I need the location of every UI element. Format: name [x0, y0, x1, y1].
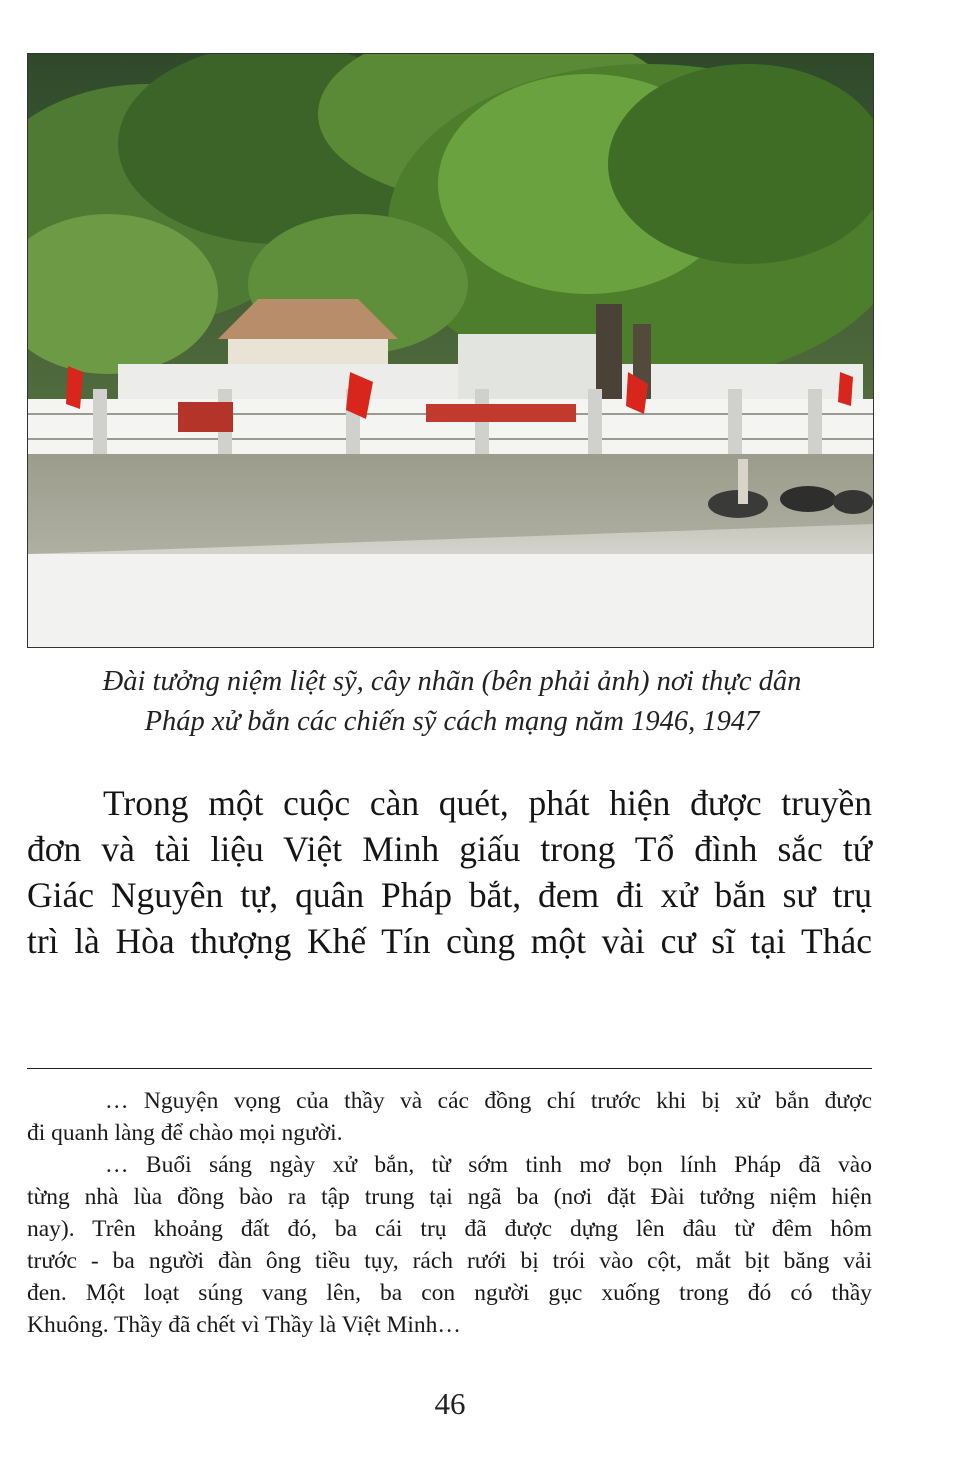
photo-caption: [27, 662, 877, 742]
footnote-line: trước - ba người đàn ông tiều tụy, rách rưới bị trói vào cột, mắt bịt băng vải: [27, 1248, 872, 1274]
footnote-line: nay). Trên khoảng đất đó, ba cái trụ đã được dựng lên đâu từ đêm hôm: [27, 1216, 872, 1242]
footnote-line: đi quanh làng để chào mọi người.: [27, 1120, 343, 1146]
footnote-line: đen. Một loạt súng vang lên, ba con người gục xuống trong đó có thầy: [27, 1280, 872, 1306]
footnote-line: Khuông. Thầy đã chết vì Thầy là Việt Minh…: [27, 1312, 461, 1338]
page-number: 46: [434, 1386, 466, 1421]
body-line: Trong một cuộc càn quét, phát hiện được truyền: [103, 783, 872, 823]
footnote: [27, 1085, 872, 1341]
caption-line: Pháp xử bắn các chiến sỹ cách mạng năm 1946, 1947: [144, 706, 760, 737]
photo-illustration-icon: [28, 54, 873, 647]
footnote-line: từng nhà lùa đồng bào ra tập trung tại ngã ba (nơi đặt Đài tưởng niệm hiện: [27, 1184, 872, 1210]
body-paragraph: [27, 780, 872, 964]
memorial-photo: [27, 53, 874, 648]
body-line: Giác Nguyên tự, quân Pháp bắt, đem đi xử bắn sư trụ: [27, 875, 872, 915]
body-line: trì là Hòa thượng Khế Tín cùng một vài cư sĩ tại Thác: [27, 921, 872, 961]
caption-line: Đài tưởng niệm liệt sỹ, cây nhãn (bên phải ảnh) nơi thực dân: [102, 666, 802, 697]
footnote-divider: [27, 1068, 872, 1069]
footnote-line: … Buổi sáng ngày xử bắn, từ sớm tinh mơ bọn lính Pháp đã vào: [105, 1152, 872, 1178]
body-line: đơn và tài liệu Việt Minh giấu trong Tổ đình sắc tứ: [27, 829, 872, 869]
footnote-line: … Nguyện vọng của thầy và các đồng chí trước khi bị xử bắn được: [105, 1088, 872, 1114]
